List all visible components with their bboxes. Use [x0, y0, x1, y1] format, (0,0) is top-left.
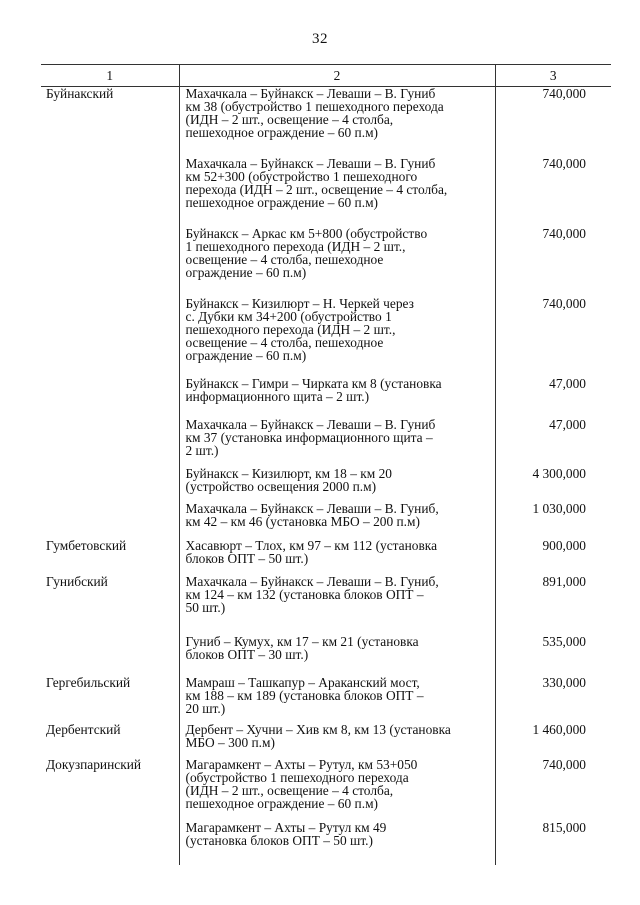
district-cell: Буйнакский: [46, 86, 114, 101]
description-cell: [179, 493, 495, 528]
table-row: [41, 493, 611, 528]
description-line: (обустройство 1 пешеходного перехода: [185, 770, 409, 785]
district-cell: Гергебильский: [46, 675, 131, 690]
description-cell: [179, 661, 495, 715]
description-line: ограждение – 60 п.м): [185, 348, 307, 363]
district-cell: [41, 403, 179, 457]
table-row: [41, 661, 611, 715]
description-cell: [179, 362, 495, 403]
description-line: перехода (ИДН – 2 шт., освещение – 4 столба,: [185, 182, 448, 197]
table-row: [41, 810, 611, 847]
description-line: блоков ОПТ – 50 шт.): [185, 551, 309, 566]
description-line: Хасавюрт – Тлох, км 97 – км 112 (установка: [185, 538, 438, 553]
description-cell: [179, 279, 495, 362]
description-cell: [179, 715, 495, 749]
description-line: пешеходное ограждение – 60 п.м): [185, 195, 378, 210]
description-line: 2 шт.): [185, 443, 219, 458]
table-row: [41, 457, 611, 493]
description-line: Махачкала – Буйнакск – Леваши – В. Гуниб: [185, 86, 436, 101]
district-cell: [41, 279, 179, 362]
table-row: [41, 565, 611, 614]
spacer-cell: [41, 847, 179, 865]
description-line: Магарамкент – Ахты – Рутул км 49: [185, 820, 387, 835]
table-spacer-row: [41, 847, 611, 865]
description-cell: [179, 403, 495, 457]
description-line: пешеходного перехода (ИДН – 2 шт.,: [185, 322, 396, 337]
description-line: ограждение – 60 п.м): [185, 265, 307, 280]
description-line: Махачкала – Буйнакск – Леваши – В. Гуниб,: [185, 501, 439, 516]
description-line: км 42 – км 46 (установка МБО – 200 п.м): [185, 514, 420, 529]
description-line: (установка блоков ОПТ – 50 шт.): [185, 833, 373, 848]
description-line: км 124 – км 132 (установка блоков ОПТ –: [185, 587, 424, 602]
road-works-table: [41, 64, 611, 865]
table-row: [41, 87, 611, 140]
description-line: информационного щита – 2 шт.): [185, 389, 370, 404]
table-row: [41, 614, 611, 661]
description-line: Гуниб – Кумух, км 17 – км 21 (установка: [185, 634, 419, 649]
description-line: МБО – 300 п.м): [185, 735, 275, 750]
district-cell: [41, 139, 179, 209]
description-cell: [179, 614, 495, 661]
amount-cell: 740,000: [542, 757, 586, 772]
spacer-cell: [179, 847, 495, 865]
table-row: [41, 403, 611, 457]
amount-cell: 330,000: [542, 675, 586, 690]
amount-cell: 815,000: [542, 820, 586, 835]
description-line: км 38 (обустройство 1 пешеходного перехода: [185, 99, 444, 114]
table-row: [41, 715, 611, 749]
description-line: Махачкала – Буйнакск – Леваши – В. Гуниб: [185, 156, 436, 171]
district-cell: Гумбетовский: [46, 538, 127, 553]
amount-cell: 4 300,000: [532, 466, 586, 481]
amount-cell: 900,000: [542, 538, 586, 553]
district-cell: [41, 457, 179, 493]
description-line: Махачкала – Буйнакск – Леваши – В. Гуниб,: [185, 574, 439, 589]
description-cell: [179, 749, 495, 810]
amount-cell: 740,000: [542, 296, 586, 311]
amount-cell: 47,000: [549, 417, 586, 432]
amount-cell: 740,000: [542, 226, 586, 241]
column-header-1: 1: [41, 65, 179, 87]
description-cell: [179, 457, 495, 493]
table-row: [41, 279, 611, 362]
description-line: 1 пешеходного перехода (ИДН – 2 шт.,: [185, 239, 406, 254]
district-cell: [41, 493, 179, 528]
description-cell: [179, 528, 495, 565]
description-line: км 52+300 (обустройство 1 пешеходного: [185, 169, 418, 184]
district-cell: [41, 614, 179, 661]
description-line: (устройство освещения 2000 п.м): [185, 479, 377, 494]
amount-cell: 891,000: [542, 574, 586, 589]
amount-cell: 740,000: [542, 156, 586, 171]
amount-cell: 535,000: [542, 634, 586, 649]
description-line: км 37 (установка информационного щита –: [185, 430, 433, 445]
description-line: пешеходное ограждение – 60 п.м): [185, 125, 378, 140]
description-line: освещение – 4 столба, пешеходное: [185, 335, 384, 350]
table-row: [41, 528, 611, 565]
amount-cell: 47,000: [549, 376, 586, 391]
description-line: км 188 – км 189 (установка блоков ОПТ –: [185, 688, 424, 703]
table-row: [41, 749, 611, 810]
description-line: 20 шт.): [185, 701, 226, 716]
amount-cell: 1 460,000: [532, 722, 586, 737]
description-line: Дербент – Хучни – Хив км 8, км 13 (установка: [185, 722, 451, 737]
district-cell: [41, 209, 179, 279]
amount-cell: 1 030,000: [532, 501, 586, 516]
description-line: Буйнакск – Кизилюрт, км 18 – км 20: [185, 466, 392, 481]
description-line: пешеходное ограждение – 60 п.м): [185, 796, 378, 811]
description-cell: [179, 139, 495, 209]
district-cell: Дербентский: [46, 722, 121, 737]
description-line: блоков ОПТ – 30 шт.): [185, 647, 309, 662]
description-line: (ИДН – 2 шт., освещение – 4 столба,: [185, 783, 394, 798]
table-header-row: [41, 65, 611, 87]
amount-cell: 740,000: [542, 86, 586, 101]
description-line: (ИДН – 2 шт., освещение – 4 столба,: [185, 112, 394, 127]
table-row: [41, 209, 611, 279]
table-row: [41, 362, 611, 403]
column-header-3: 3: [495, 65, 611, 87]
description-line: с. Дубки км 34+200 (обустройство 1: [185, 309, 392, 324]
district-cell: Докузпаринский: [46, 757, 142, 772]
district-cell: [41, 810, 179, 847]
description-cell: [179, 565, 495, 614]
spacer-cell: [495, 847, 611, 865]
description-line: Мамраш – Ташкапур – Араканский мост,: [185, 675, 420, 690]
description-line: Магарамкент – Ахты – Рутул, км 53+050: [185, 757, 418, 772]
description-line: 50 шт.): [185, 600, 226, 615]
column-header-2: 2: [179, 65, 495, 87]
description-cell: [179, 87, 495, 140]
description-line: освещение – 4 столба, пешеходное: [185, 252, 384, 267]
table-row: [41, 139, 611, 209]
description-cell: [179, 810, 495, 847]
district-cell: Гунибский: [46, 574, 108, 589]
description-cell: [179, 209, 495, 279]
description-line: Буйнакск – Гимри – Чирката км 8 (установка: [185, 376, 442, 391]
description-line: Буйнакск – Аркас км 5+800 (обустройство: [185, 226, 428, 241]
description-line: Буйнакск – Кизилюрт – Н. Черкей через: [185, 296, 414, 311]
description-line: Махачкала – Буйнакск – Леваши – В. Гуниб: [185, 417, 436, 432]
page-number: 32: [312, 31, 328, 47]
district-cell: [41, 362, 179, 403]
table-body: [41, 87, 611, 866]
